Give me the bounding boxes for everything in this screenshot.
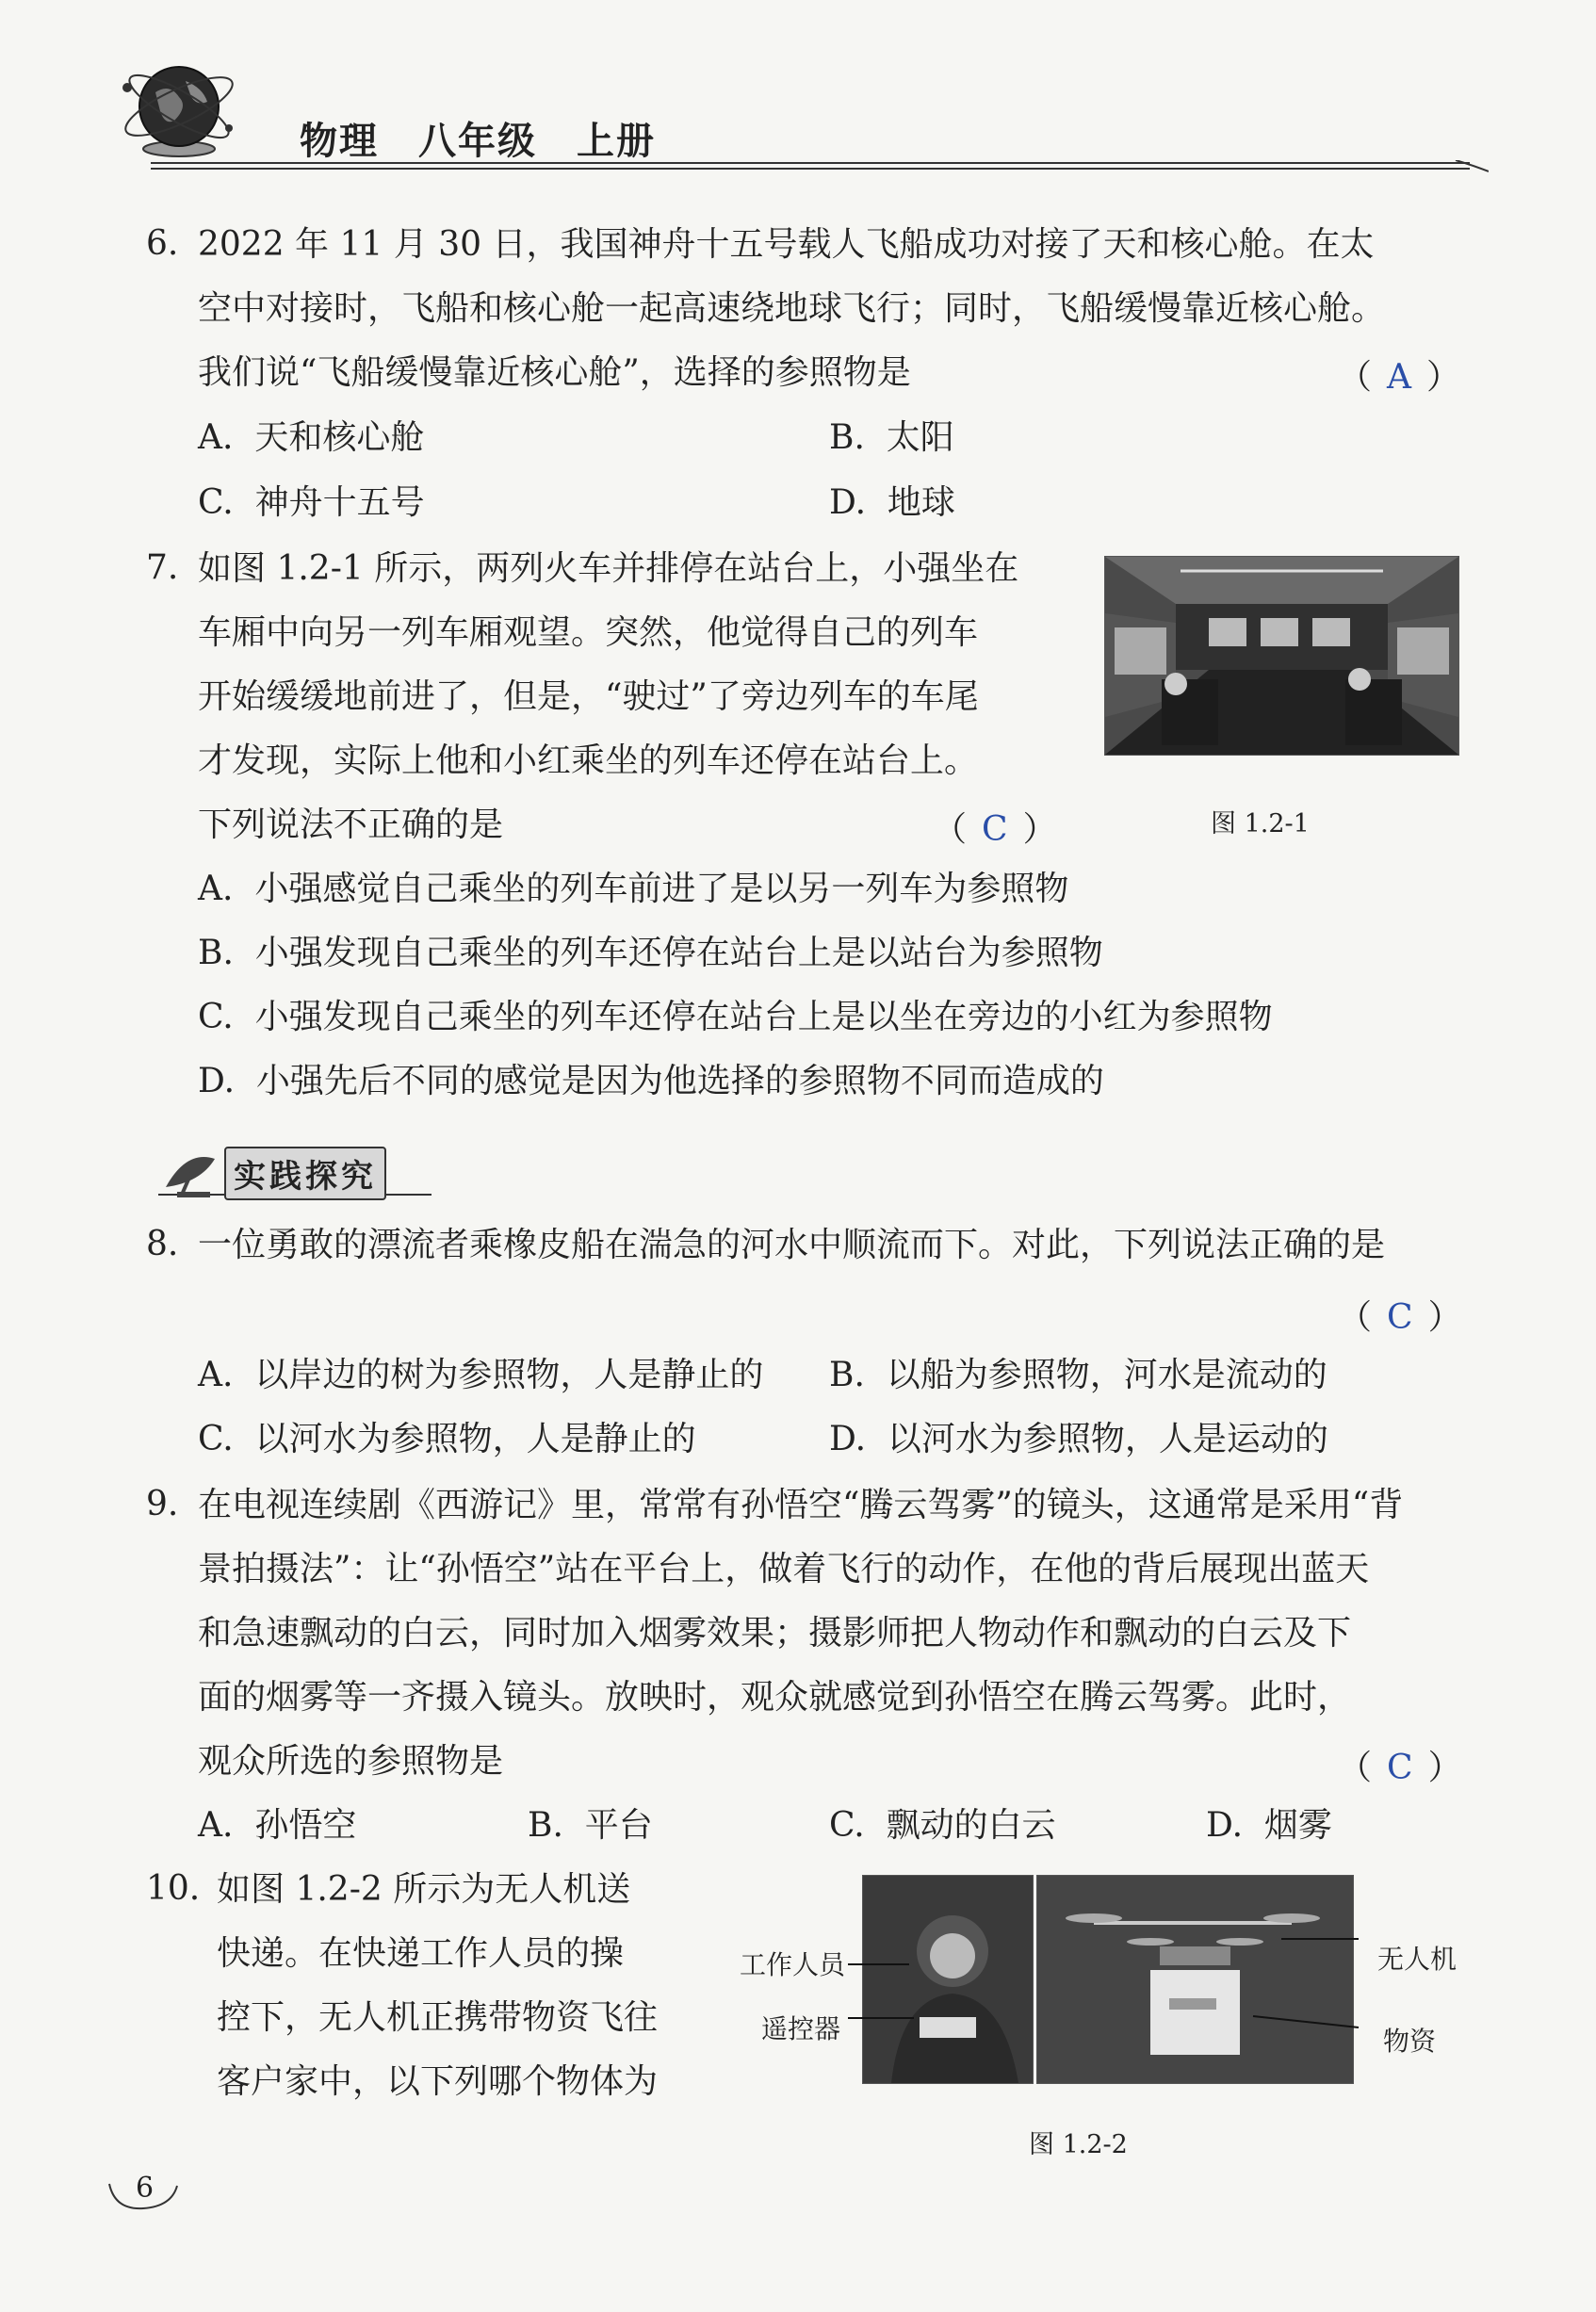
label-remote: 遥控器 xyxy=(761,2013,841,2044)
q9-option-d: D. 烟雾 xyxy=(1206,1806,1332,1845)
label-cargo: 物资 xyxy=(1383,2026,1437,2057)
q10-line-1: 如图 1.2-2 所示为无人机送 xyxy=(217,1870,631,1909)
label-worker: 工作人员 xyxy=(740,1949,846,1980)
q10-line-4: 客户家中，以下列哪个物体为 xyxy=(217,2062,659,2101)
q9-option-b: B. 平台 xyxy=(528,1806,653,1845)
q7-option-c: C. 小强发现自己乘坐的列车还停在站台上是以坐在旁边的小红为参照物 xyxy=(198,998,1273,1036)
q7-number: 7. xyxy=(146,548,179,587)
figure-1-2-1-caption: 图 1.2-1 xyxy=(1211,809,1310,839)
q9-option-a: A. 孙悟空 xyxy=(198,1806,357,1845)
q9-number: 9. xyxy=(146,1485,179,1523)
q6-line-2: 空中对接时，飞船和核心舱一起高速绕地球飞行；同时，飞船缓慢靠近核心舱。 xyxy=(198,289,1386,328)
q9-answer-bracket: （ C ） xyxy=(1338,1749,1462,1787)
q9-line-4: 面的烟雾等一齐摄入镜头。放映时，观众就感觉到孙悟空在腾云驾雾。此时， xyxy=(198,1678,1352,1717)
q8-answer: C xyxy=(1387,1298,1413,1337)
q8-option-b: B. 以船为参照物，河水是流动的 xyxy=(829,1356,1327,1394)
q10-line-2: 快递。在快递工作人员的操 xyxy=(217,1934,625,1973)
q10-line-3: 控下，无人机正携带物资飞往 xyxy=(217,1998,659,2037)
section-title-practice: 实践探究 xyxy=(224,1147,386,1200)
q6-option-b: B. 太阳 xyxy=(829,418,954,457)
header-rule xyxy=(151,160,1489,173)
q6-number: 6. xyxy=(146,224,179,263)
q9-line-5: 观众所选的参照物是 xyxy=(198,1742,504,1781)
q8-option-d: D. 以河水为参照物，人是运动的 xyxy=(829,1420,1328,1458)
q7-option-d: D. 小强先后不同的感觉是因为他选择的参照物不同而造成的 xyxy=(198,1062,1104,1100)
q6-option-c: C. 神舟十五号 xyxy=(198,483,425,522)
train-interior-figure xyxy=(1104,556,1459,756)
q7-answer-bracket: （ C ） xyxy=(933,810,1057,849)
q6-option-d: D. 地球 xyxy=(829,483,955,522)
q7-line-4: 才发现，实际上他和小红乘坐的列车还停在站台上。 xyxy=(198,741,979,780)
q7-option-b: B. 小强发现自己乘坐的列车还停在站台上是以站台为参照物 xyxy=(198,934,1103,972)
q9-line-1: 在电视连续剧《西游记》里，常常有孙悟空“腾云驾雾”的镜头，这通常是采用“背 xyxy=(198,1486,1404,1524)
q7-line-5: 下列说法不正确的是 xyxy=(198,806,504,844)
q6-line-1: 2022 年 11 月 30 日，我国神舟十五号载人飞船成功对接了天和核心舱。在太 xyxy=(198,225,1375,264)
q7-line-1: 如图 1.2-1 所示，两列火车并排停在站台上，小强坐在 xyxy=(198,549,1019,588)
q7-line-3: 开始缓缓地前进了，但是，“驶过”了旁边列车的车尾 xyxy=(198,677,979,716)
q6-line-3: 我们说“飞船缓慢靠近核心舱”，选择的参照物是 xyxy=(198,353,911,392)
page-number: 6 xyxy=(136,2172,155,2205)
q9-line-3: 和急速飘动的白云，同时加入烟雾效果；摄影师把人物动作和飘动的白云及下 xyxy=(198,1614,1352,1653)
figure-1-2-2-caption: 图 1.2-2 xyxy=(1029,2130,1128,2159)
label-drone: 无人机 xyxy=(1377,1944,1458,1975)
q10-number: 10. xyxy=(146,1869,201,1908)
q6-option-a: A. 天和核心舱 xyxy=(198,418,425,457)
figure-label-leaders xyxy=(839,1875,1385,2082)
q8-line-1: 一位勇敢的漂流者乘橡皮船在湍急的河水中顺流而下。对此，下列说法正确的是 xyxy=(198,1226,1386,1264)
q7-option-a: A. 小强感觉自己乘坐的列车前进了是以另一列车为参照物 xyxy=(198,870,1069,908)
globe-logo-icon xyxy=(118,55,240,163)
q9-answer: C xyxy=(1387,1749,1413,1787)
q6-answer: A xyxy=(1387,358,1412,397)
q9-line-2: 景拍摄法”：让“孙悟空”站在平台上，做着飞行的动作，在他的背后展现出蓝天 xyxy=(198,1550,1370,1588)
q8-answer-bracket: （ C ） xyxy=(1338,1298,1462,1337)
q8-option-a: A. 以岸边的树为参照物，人是静止的 xyxy=(198,1356,764,1394)
q7-line-2: 车厢中向另一列车厢观望。突然，他觉得自己的列车 xyxy=(198,613,979,652)
header-title: 物理 八年级 上册 xyxy=(300,119,656,163)
q6-answer-bracket: （ A ） xyxy=(1338,358,1461,397)
q8-number: 8. xyxy=(146,1225,179,1263)
q7-answer: C xyxy=(982,810,1008,849)
q8-option-c: C. 以河水为参照物，人是静止的 xyxy=(198,1420,696,1458)
q9-option-c: C. 飘动的白云 xyxy=(829,1806,1056,1845)
